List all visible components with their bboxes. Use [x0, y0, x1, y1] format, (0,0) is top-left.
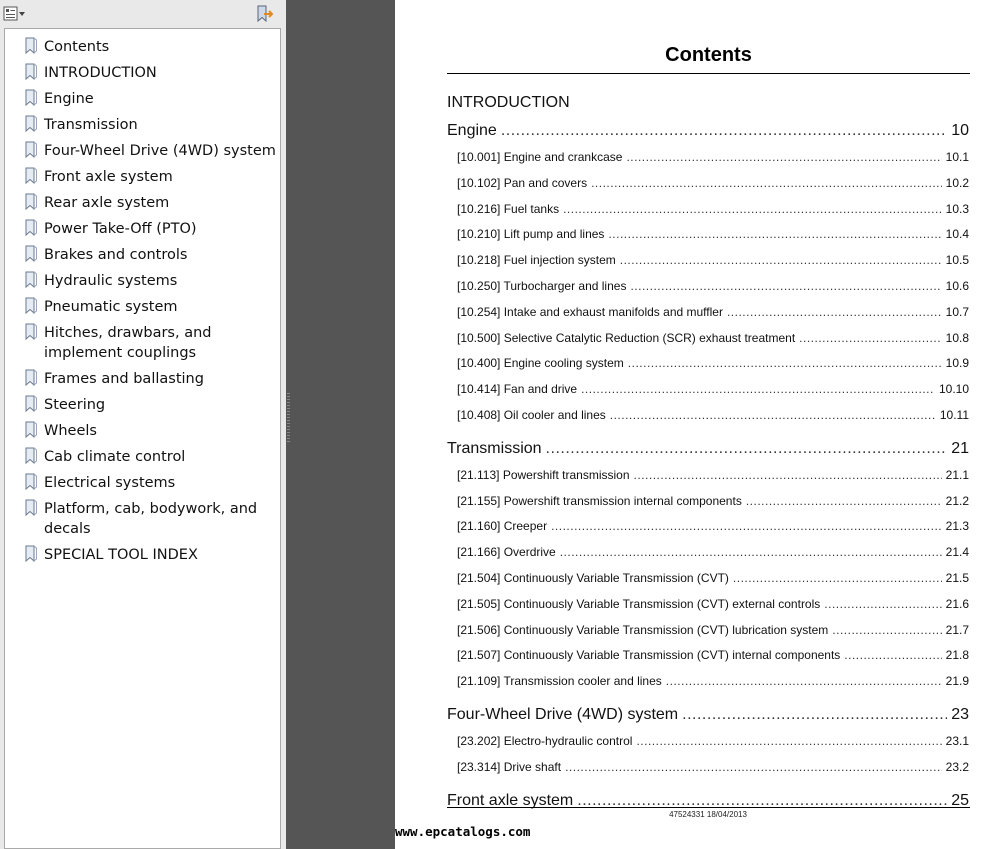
toc-section-entry[interactable] [457, 571, 969, 585]
toc-section-entry[interactable] [457, 494, 969, 508]
toc-section-entry[interactable] [457, 279, 969, 293]
toc-leader-dots [565, 760, 942, 774]
bookmark-label: Electrical systems [44, 475, 176, 491]
toc-leader-dots [560, 545, 942, 559]
bookmark-icon [24, 369, 38, 387]
bookmark-icon [24, 297, 38, 315]
toc-section-entry[interactable] [457, 227, 969, 241]
toc-leader-dots [608, 227, 941, 241]
bookmark-label: Hydraulic systems [44, 273, 178, 289]
bookmarks-tree [4, 28, 281, 849]
toc-entry-title: Transmission [447, 439, 542, 457]
toc-entry-title: [21.113] Powershift transmission [457, 467, 630, 482]
toc-entry-title: [10.218] Fuel injection system [457, 253, 616, 268]
bookmark-label: Front axle system [44, 169, 173, 185]
toc-page-number: 10.10 [938, 382, 969, 397]
bookmark-icon [24, 395, 38, 413]
bookmark-label: Contents [44, 39, 110, 55]
toc-page-number: 10.5 [945, 253, 969, 268]
toc-entry-title: [21.506] Continuously Variable Transmission (CVT) lubrication system [457, 622, 829, 637]
splitter-grip[interactable] [287, 393, 290, 443]
toc-entry-title: [10.408] Oil cooler and lines [457, 408, 606, 422]
toc-entry-title: Front axle system [447, 791, 574, 809]
toc-section-entry[interactable] [457, 468, 969, 482]
bookmark-icon [24, 499, 38, 517]
toc-section-entry[interactable] [457, 597, 969, 611]
toc-leader-dots [666, 674, 942, 688]
toc-leader-dots [636, 734, 941, 748]
bookmark-icon [24, 115, 38, 133]
toc-page-number: 21.8 [945, 648, 969, 663]
toc-leader-dots [610, 408, 936, 422]
toc-leader-dots [620, 253, 942, 267]
toc-entry-title: [21.507] Continuously Variable Transmission (CVT) internal components [457, 648, 841, 663]
toc-page-number: 10.9 [945, 356, 969, 371]
bookmark-label: Power Take-Off (PTO) [44, 221, 197, 237]
pane-splitter[interactable] [286, 0, 395, 849]
bookmark-icon [24, 63, 38, 81]
bookmark-label: Wheels [44, 423, 97, 439]
toc-page-number: 21.4 [945, 545, 969, 560]
toc-entry-title: [21.505] Continuously Variable Transmission (CVT) external controls [457, 596, 821, 611]
delete-bookmark-icon [255, 5, 275, 23]
toc-section-entry[interactable] [457, 202, 969, 216]
toc-leader-dots [634, 468, 942, 482]
title-rule [447, 73, 970, 74]
toc-leader-dots [824, 597, 941, 611]
bookmark-icon [24, 167, 38, 185]
toc-section-entry[interactable] [457, 623, 969, 637]
toc-entry-title: [10.254] Intake and exhaust manifolds and muffler [457, 304, 723, 319]
toc-entry-title: Engine [447, 122, 497, 139]
toc-page-number: 21.5 [945, 571, 969, 585]
toc-leader-dots [581, 382, 935, 396]
toc-page-number: 21.2 [945, 493, 969, 508]
toc-chapter-entry[interactable] [447, 122, 969, 140]
bookmark-icon [24, 473, 38, 491]
toc-entry-title: [10.210] Lift pump and lines [457, 227, 605, 242]
bookmark-label: Pneumatic system [44, 299, 178, 315]
toc-section-entry[interactable] [457, 674, 969, 688]
toc-leader-dots [626, 150, 941, 164]
bookmark-icon [24, 141, 38, 159]
toc-leader-dots [563, 202, 942, 216]
toc-leader-dots [844, 648, 941, 662]
toc-page-number: 21.3 [945, 519, 969, 534]
toc-leader-dots [591, 176, 942, 190]
toc-section-entry[interactable] [457, 150, 969, 164]
toc-chapter-entry[interactable] [447, 440, 969, 458]
toc-page-number: 21 [951, 439, 969, 457]
toc-entry-title: [10.414] Fan and drive [457, 382, 578, 397]
document-page [395, 0, 1001, 849]
bookmark-label: Engine [44, 91, 94, 107]
bookmark-label: SPECIAL TOOL INDEX [44, 547, 198, 563]
bookmark-label: Four-Wheel Drive (4WD) system [44, 143, 276, 159]
toc-leader-dots [551, 519, 942, 533]
toc-section-entry[interactable] [457, 331, 969, 345]
toc-entry-title: [10.102] Pan and covers [457, 175, 588, 190]
bookmark-icon [24, 323, 38, 341]
toc-page-number: 10.7 [945, 304, 969, 319]
toc-leader-dots [682, 706, 947, 724]
bookmark-label: Frames and ballasting [44, 371, 204, 387]
toc-section-entry[interactable] [457, 253, 969, 267]
toc-entry-title: [23.314] Drive shaft [457, 759, 562, 774]
toc-leader-dots [630, 279, 941, 293]
delete-bookmark-button[interactable] [255, 5, 275, 23]
footer-rule [447, 807, 970, 808]
toc-section-entry[interactable] [457, 305, 969, 319]
toc-entry-title: [10.250] Turbocharger and lines [457, 279, 627, 293]
toc-leader-dots [628, 356, 942, 370]
bookmark-label: INTRODUCTION [44, 65, 157, 81]
bookmark-label: Cab climate control [44, 449, 186, 465]
toc-entry-title: Four-Wheel Drive (4WD) system [447, 706, 679, 723]
toc-leader-dots [501, 122, 947, 140]
bookmark-label: Rear axle system [44, 195, 170, 211]
bookmark-icon [24, 193, 38, 211]
bookmark-icon [24, 271, 38, 289]
document-code: 47524331 18/04/2013 [669, 810, 747, 819]
toc-page-number: 10.1 [945, 150, 969, 164]
toc-section-entry[interactable] [457, 519, 969, 533]
options-menu-icon [3, 6, 27, 22]
toc-section-entry[interactable] [457, 760, 969, 774]
bookmark-icon [24, 37, 38, 55]
toc-page-number: 10.2 [945, 175, 969, 190]
bookmark-icon [24, 447, 38, 465]
toc-leader-dots [727, 305, 942, 319]
toc-page-number: 23.1 [945, 734, 969, 748]
bookmark-icon [24, 89, 38, 107]
bookmark-options-button[interactable] [3, 6, 27, 22]
toc-entry-title: [21.160] Creeper [457, 519, 548, 534]
toc-page-number: 10.11 [939, 408, 969, 422]
bookmark-label: Brakes and controls [44, 247, 188, 263]
toc-section-entry[interactable] [457, 176, 969, 190]
toc-entry-title: [21.504] Continuously Variable Transmission (CVT) [457, 571, 729, 585]
toc-section-entry[interactable] [457, 734, 969, 748]
toc-entry-title: [10.216] Fuel tanks [457, 201, 560, 216]
toc-page-number: 10.6 [945, 279, 969, 293]
toc-entry-title: [21.155] Powershift transmission internal components [457, 493, 742, 508]
toc-page-number: 23.2 [945, 759, 969, 774]
toc-page-number: 21.9 [945, 674, 969, 689]
toc-page-number: 25 [951, 791, 969, 809]
bookmarks-toolbar [0, 0, 286, 28]
toc-page-number: 10 [951, 122, 969, 139]
toc-chapter-entry[interactable] [447, 706, 969, 724]
toc-entry-title: [23.202] Electro-hydraulic control [457, 734, 633, 748]
toc-introduction[interactable]: INTRODUCTION [447, 94, 570, 111]
toc-entry-title: [10.500] Selective Catalytic Reduction (SCR) exhaust treatment [457, 330, 796, 345]
toc-entry-title: [10.001] Engine and crankcase [457, 150, 623, 164]
toc-page-number: 21.1 [945, 467, 969, 482]
toc-section-entry[interactable] [457, 545, 969, 559]
toc-section-entry[interactable] [457, 408, 969, 422]
toc-leader-dots [733, 571, 942, 585]
toc-section-entry[interactable] [457, 648, 969, 662]
toc-page-number: 21.7 [945, 622, 969, 637]
toc-page-number: 10.3 [945, 201, 969, 216]
bookmark-icon [24, 421, 38, 439]
toc-entry-title: [10.400] Engine cooling system [457, 356, 624, 371]
bookmark-icon [24, 219, 38, 237]
toc-page-number: 10.4 [945, 227, 969, 242]
toc-page-number: 21.6 [945, 596, 969, 611]
page-title: Contents [665, 44, 752, 66]
toc-entry-title: [21.166] Overdrive [457, 545, 556, 560]
toc-leader-dots [746, 494, 942, 508]
toc-leader-dots [546, 440, 948, 458]
toc-entry-title: [21.109] Transmission cooler and lines [457, 674, 662, 689]
toc-page-number: 10.8 [945, 330, 969, 345]
toc-leader-dots [832, 623, 941, 637]
toc-page-number: 23 [951, 706, 969, 723]
bookmark-label: Transmission [44, 117, 138, 133]
bookmarks-pane [0, 0, 286, 849]
bookmark-icon [24, 245, 38, 263]
toc-section-entry[interactable] [457, 356, 969, 370]
bookmark-icon [24, 545, 38, 563]
bookmark-label: Steering [44, 397, 106, 413]
toc-section-entry[interactable] [457, 382, 969, 396]
toc-leader-dots [799, 331, 941, 345]
bookmark-label: Platform, cab, bodywork, and decals [44, 501, 258, 537]
bookmark-label: Hitches, drawbars, and implement couplings [44, 325, 212, 361]
watermark-url: www.epcatalogs.com [395, 824, 531, 839]
